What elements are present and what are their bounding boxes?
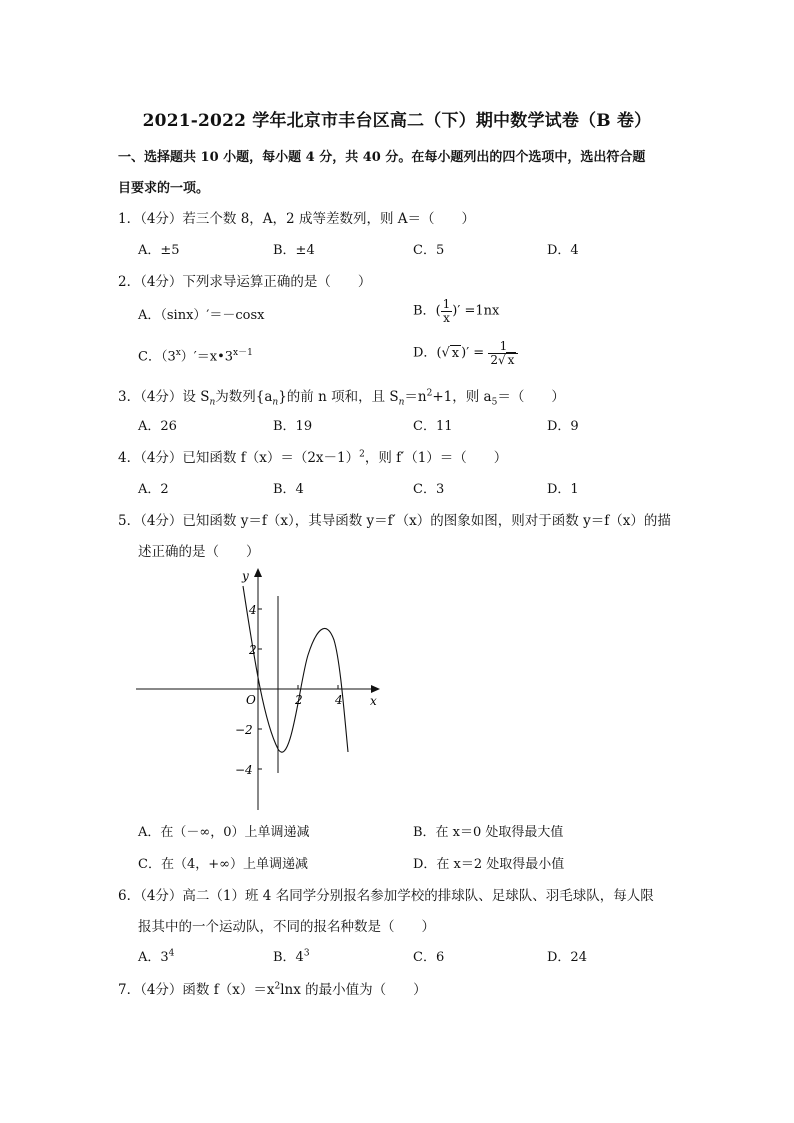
- x-axis-label: x: [370, 694, 377, 708]
- q1-option-d: D．4: [547, 243, 579, 258]
- x-axis-arrow: [371, 685, 380, 693]
- page-title: 2021-2022 学年北京市丰台区高二（下）期中数学试卷（B 卷）: [142, 111, 652, 131]
- x-tick-4: 4: [335, 693, 343, 707]
- y-tick-2: 2: [249, 643, 257, 657]
- q4-option-d: D．1: [547, 482, 579, 497]
- derivative-graph: [128, 560, 388, 816]
- q2-option-a: A．（sinx）′＝－cosx: [138, 308, 265, 323]
- q2-option-d-fraction: $\frac{1}{2√ x}$: [488, 340, 518, 366]
- section-instruction-line2: 目要求的一项。: [118, 181, 210, 196]
- q4-option-c: C．3: [413, 482, 445, 497]
- q5-option-a: A．在（－∞，0）上单调递减: [138, 825, 310, 840]
- section-instruction-line1: 一、选择题共 10 小题，每小题 4 分，共 40 分。在每小题列出的四个选项中，选出符合题: [118, 150, 646, 165]
- q4-option-a: A．2: [138, 482, 169, 497]
- q6-option-c: C．6: [413, 950, 445, 965]
- y-axis-arrow: [254, 568, 262, 577]
- q6-option-b: B．$4^3$: [273, 948, 310, 965]
- q3-option-d: D．9: [547, 419, 579, 434]
- q5-option-c: C．在（4，+∞）上单调递减: [138, 857, 308, 872]
- question-6-stem-line1: 6．（4分）高二（1）班 4 名同学分别报名参加学校的排球队、足球队、羽毛球队，每人限: [118, 888, 654, 904]
- q2-option-c: C．$(3^x)'=x•3^{x-1}$: [138, 348, 253, 365]
- derivative-curve: [243, 586, 348, 752]
- question-4-stem: 4．（4分）已知函数 $f(x)=(2x-1)^2$，则 f′（1）＝（ ）: [118, 449, 508, 466]
- q3-option-a: A．26: [138, 419, 177, 434]
- q3-option-c: C．11: [413, 419, 453, 434]
- question-2-stem: 2．（4分）下列求导运算正确的是（ ）: [118, 274, 372, 290]
- q2-option-b-fraction: $\frac{1}{x}$: [442, 297, 451, 325]
- y-tick-neg2: −2: [235, 723, 253, 737]
- question-1-stem: 1．（4分）若三个数 8，A，2 成等差数列，则 A＝（ ）: [118, 211, 475, 227]
- q3-option-b: B．19: [273, 419, 313, 434]
- question-5-stem-line2: 述正确的是（ ）: [138, 544, 260, 560]
- q1-option-a: A．±5: [138, 243, 180, 258]
- q2-option-b: B．( $\frac{1}{x}$ )′ =1nx: [413, 297, 500, 325]
- y-axis-label: y: [242, 569, 249, 583]
- q6-option-a: A．$3^4$: [138, 948, 175, 965]
- q5-option-d: D．在 x＝2 处取得最小值: [413, 857, 565, 872]
- y-tick-4: 4: [249, 603, 257, 617]
- question-3-stem: 3．（4分）设 $S_n$为数列$\{a_n\}$的前 n 项和，且 $S_n=n^2+1$，则 $a_5=$（ ）: [118, 388, 565, 408]
- question-7-stem: 7．（4分）函数 $f(x)=x^2\ln x$ 的最小值为（ ）: [118, 981, 427, 998]
- y-tick-neg4: −4: [235, 763, 253, 777]
- q1-option-b: B．±4: [273, 243, 315, 258]
- q4-option-b: B．4: [273, 482, 304, 497]
- q5-option-b: B．在 x＝0 处取得最大值: [413, 825, 564, 840]
- q1-option-c: C．5: [413, 243, 445, 258]
- q2-option-d: D．(√ x )′ = $\frac{1}{2√ x}$: [413, 340, 518, 366]
- q6-option-d: D．24: [547, 950, 587, 965]
- question-6-stem-line2: 报其中的一个运动队，不同的报名种数是（ ）: [138, 919, 435, 935]
- question-5-stem-line1: 5．（4分）已知函数 y＝f（x），其导函数 y＝f′（x）的图象如图，则对于函数 y＝f（x）的描: [118, 513, 671, 529]
- x-tick-2: 2: [295, 693, 303, 707]
- origin-label: O: [246, 693, 256, 707]
